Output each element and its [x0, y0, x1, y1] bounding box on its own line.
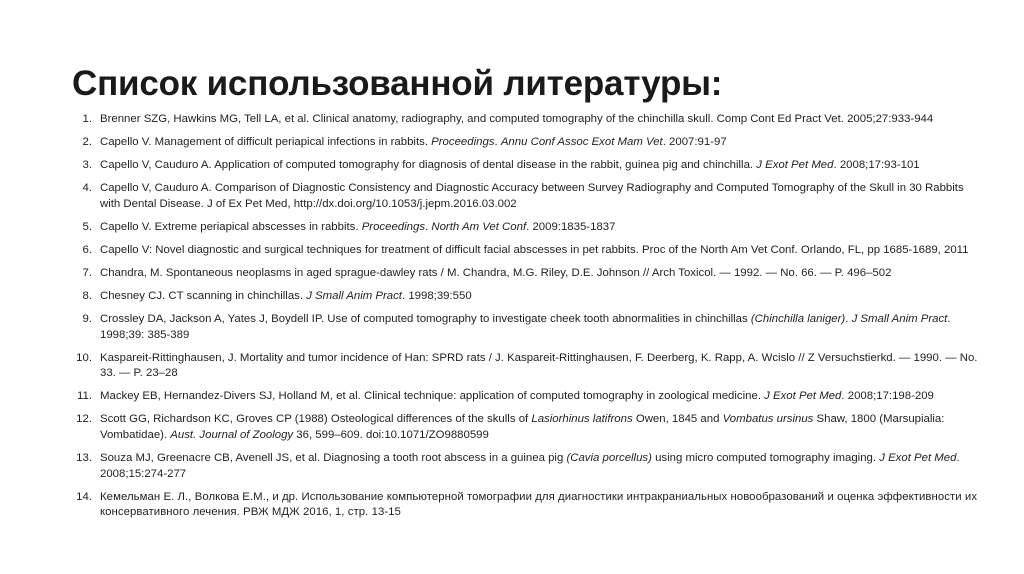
reference-item	[68, 135, 978, 151]
reference-text: Brenner SZG, Hawkins MG, Tell LA, et al. Clinical anatomy, radiography, and computed tomography of the chinchilla skull. Comp Cont Ed Pract Vet. 2005;27:933-944	[100, 113, 934, 125]
reference-number: 11.	[77, 390, 92, 403]
reference-text: Capello V, Cauduro A. Comparison of Diagnostic Consistency and Diagnostic Accuracy between Survey Radiography and Computed Tomography of the Skull in 30 Rabbits with Dental Disease. J of Ex Pet Med, http://dx.doi.org/10.1053/j.jepm.2016.03.002	[100, 182, 964, 210]
reference-text: Capello V, Cauduro A. Application of computed tomography for diagnosis of dental disease in the rabbit, guinea pig and chinchilla. J Exot Pet Med. 2008;17:93-101	[100, 159, 920, 172]
reference-text: Capello V. Management of difficult periapical infections in rabbits. Proceedings. Annu Conf Assoc Exot Mam Vet. 2007:91-97	[100, 136, 727, 149]
reference-item	[68, 490, 978, 521]
reference-number: 8.	[82, 290, 92, 302]
reference-text: Mackey EB, Hernandez-Divers SJ, Holland M, et al. Clinical technique: application of computed tomography in zoological medicine. J Exot Pet Med. 2008;17:198-209	[100, 390, 934, 403]
reference-text: Scott GG, Richardson KC, Groves CP (1988) Osteological differences of the skulls of Lasiorhinus latifrons Owen, 1845 and Vombatus ursinus Shaw, 1800 (Marsupialia: Vombatidae). Aust. Journal of Zoology 36, 599–609. doi:10.1071/ZO9880599	[100, 413, 945, 441]
reference-number: 5.	[82, 220, 92, 233]
reference-text: Kaspareit-Rittinghausen, J. Mortality and tumor incidence of Han: SPRD rats / J. Kaspareit-Rittinghausen, F. Deerberg, K. Rapp, A. Wcislo // Z Versuchstierkd. — 1990. — No. 33. — P. 23–28	[100, 351, 978, 380]
reference-item	[68, 181, 978, 212]
reference-list	[68, 112, 978, 528]
reference-number: 3.	[82, 159, 92, 172]
reference-item	[68, 243, 978, 259]
reference-item	[68, 351, 978, 382]
reference-text: Chandra, M. Spontaneous neoplasms in aged sprague-dawley rats / M. Chandra, M.G. Riley, D.E. Johnson // Arch Toxicol. — 1992. — No. 66. — P. 496–502	[100, 266, 892, 279]
reference-number: 1.	[82, 113, 92, 125]
reference-text: Chesney CJ. CT scanning in chinchillas. J Small Anim Pract. 1998;39:550	[100, 290, 472, 302]
reference-item	[68, 266, 978, 282]
reference-text: Capello V. Extreme periapical abscesses in rabbits. Proceedings. North Am Vet Conf. 2009:1835-1837	[100, 220, 616, 233]
reference-text: Souza MJ, Greenacre CB, Avenell JS, et al. Diagnosing a tooth root abscess in a guinea pig (Cavia porcellus) using micro computed tomography imaging. J Exot Pet Med. 2008;15:274-277	[100, 452, 960, 480]
reference-item	[68, 312, 978, 343]
reference-item	[68, 289, 978, 305]
reference-number: 14.	[76, 490, 92, 503]
reference-number: 7.	[82, 266, 92, 279]
reference-number: 6.	[82, 243, 92, 256]
reference-item	[68, 412, 978, 443]
page-title: Список использованной литературы:	[72, 64, 723, 104]
reference-item	[68, 158, 978, 174]
reference-number: 10.	[76, 351, 92, 364]
reference-item	[68, 220, 978, 236]
reference-item	[68, 112, 978, 128]
reference-number: 13.	[76, 452, 92, 464]
reference-number: 2.	[82, 136, 92, 149]
reference-text: Кемельман Е. Л., Волкова Е.М., и др. Использование компьютерной томографии для диагностики интракраниальных новообразований и оценка эффективности их консервативного лечения. РВЖ МДЖ 2016, 1, стр. 13-15	[100, 490, 978, 519]
reference-item	[68, 389, 978, 405]
reference-item	[68, 451, 978, 482]
reference-number: 9.	[82, 313, 92, 326]
reference-text: Crossley DA, Jackson A, Yates J, Boydell IP. Use of computed tomography to investigate cheek tooth abnormalities in chinchillas (Chinchilla laniger). J Small Anim Pract. 1998;39: 385-389	[100, 313, 951, 341]
reference-number: 12.	[76, 413, 92, 426]
reference-text: Capello V: Novel diagnostic and surgical techniques for treatment of difficult facial abscesses in pet rabbits. Proc of the North Am Vet Conf. Orlando, FL, pp 1685-1689, 2011	[100, 243, 969, 256]
reference-number: 4.	[82, 182, 92, 195]
